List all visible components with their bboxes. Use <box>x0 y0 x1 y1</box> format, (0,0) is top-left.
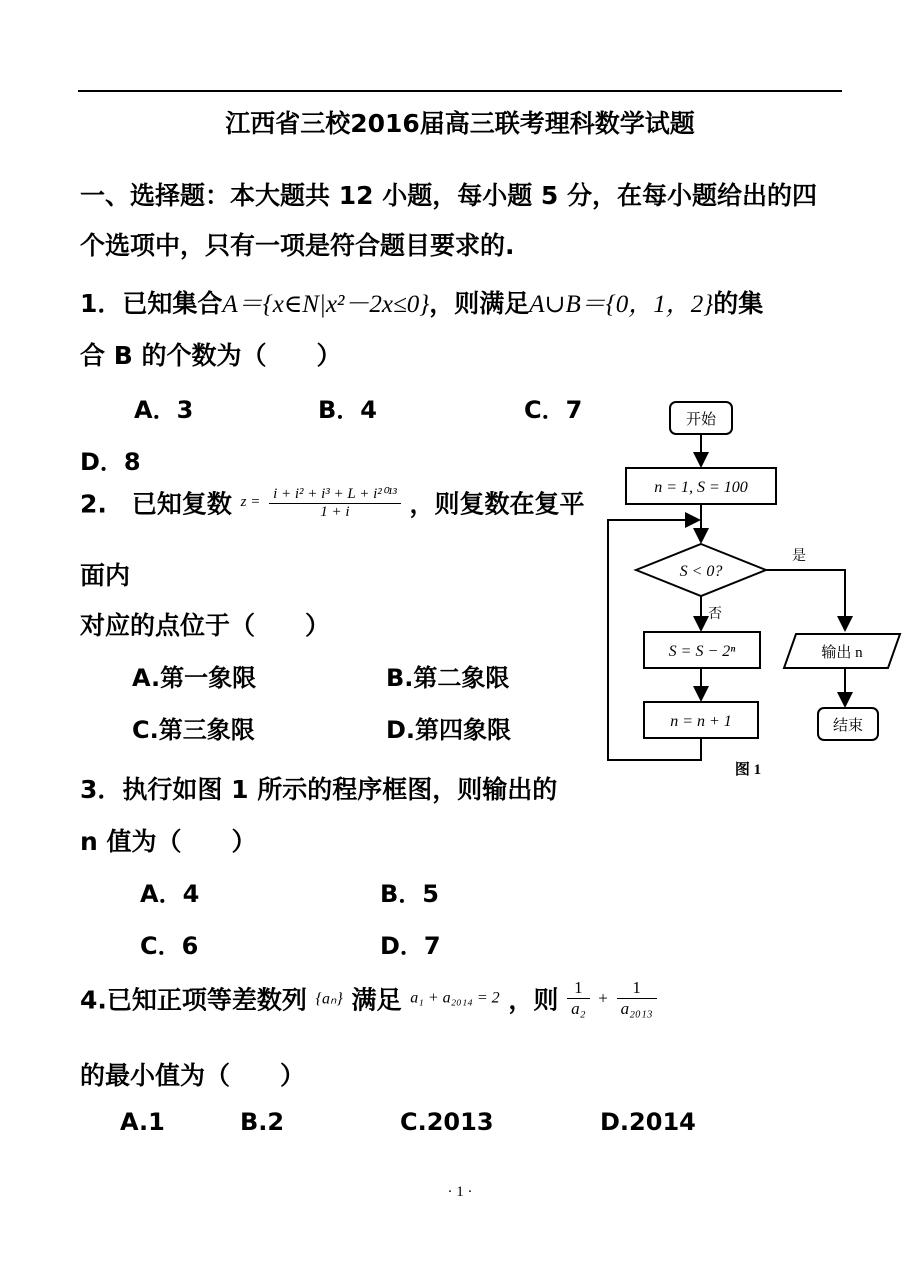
q2-prefix: 2. 已知复数 <box>80 489 232 519</box>
q3-option-a[interactable]: A．4 <box>140 880 200 908</box>
q4-frac2-num: 1 <box>617 978 657 999</box>
flow-no-label: 否 <box>708 607 722 622</box>
q4-fraction-2 <box>617 978 657 1019</box>
flowchart-figure <box>600 390 910 790</box>
q3-option-d[interactable]: D．7 <box>380 932 441 960</box>
q2-denominator: 1 + i <box>320 504 350 520</box>
q1-text-b: ，则满足 <box>429 289 530 318</box>
q4-fraction-1 <box>567 978 589 1019</box>
q1-number: 1． <box>80 289 123 318</box>
q1-option-a[interactable]: A．3 <box>134 396 194 424</box>
q3-option-b[interactable]: B．5 <box>380 880 439 908</box>
q4-prefix: 4.已知正项等差数列 <box>80 985 307 1015</box>
q4-option-a[interactable]: A.1 <box>120 1108 165 1136</box>
section-heading-line2: 个选项中，只有一项是符合题目要求的. <box>80 231 515 260</box>
flow-yes-arrow <box>766 570 845 630</box>
q2-option-c[interactable]: C.第三象限 <box>132 716 255 744</box>
q4-cond: a₁ + a₂₀₁₄ = 2 <box>410 989 500 1007</box>
flow-output-label: 输出 n <box>821 645 863 661</box>
q1-union: A∪B＝{0，1，2} <box>529 291 714 318</box>
flow-end-label: 结束 <box>832 718 864 734</box>
q3-line1: 3．执行如图 1 所示的程序框图，则输出的 <box>80 775 558 804</box>
flow-init-label: n = 1, S = 100 <box>654 479 748 496</box>
q4-then: ，则 <box>508 985 559 1015</box>
top-rule <box>78 90 842 92</box>
flow-yes-label: 是 <box>792 549 806 564</box>
q4-option-c[interactable]: C.2013 <box>400 1108 494 1136</box>
page-number: · 1 · <box>447 1184 473 1200</box>
q1-option-b[interactable]: B．4 <box>318 396 377 424</box>
q3-option-c[interactable]: C．6 <box>140 932 199 960</box>
q1-line1 <box>80 284 763 320</box>
q1-option-c[interactable]: C．7 <box>524 396 583 424</box>
q4-frac1-den: a₂ <box>571 999 586 1018</box>
q4-line2: 的最小值为（ ） <box>80 1061 306 1090</box>
flow-caption: 图 1 <box>734 762 762 778</box>
q1-text-c: 的集 <box>713 289 764 318</box>
q4-option-b[interactable]: B.2 <box>240 1108 285 1136</box>
q2-option-b[interactable]: B.第二象限 <box>386 664 510 692</box>
q2-option-a[interactable]: A.第一象限 <box>132 664 257 692</box>
q4-mid: 满足 <box>351 985 402 1015</box>
flow-update-n-label: n = n + 1 <box>670 713 732 730</box>
q2-line3: 对应的点位于（ ） <box>80 611 331 640</box>
flow-update-s-label: S = S − 2ⁿ <box>668 643 736 660</box>
q2-line2: 面内 <box>80 561 131 590</box>
q4-frac2-den: a₂₀₁₃ <box>620 999 653 1018</box>
q4-line1 <box>80 978 657 1019</box>
section-heading-line1: 一、选择题：本大题共 12 小题，每小题 5 分，在每小题给出的四 <box>80 181 818 210</box>
q4-frac1-num: 1 <box>567 978 589 999</box>
q4-option-d[interactable]: D.2014 <box>600 1108 696 1136</box>
q4-seq: {aₙ} <box>315 990 343 1008</box>
q2-fraction <box>269 484 401 521</box>
q4-plus: + <box>598 988 608 1008</box>
q1-option-d[interactable]: D．8 <box>80 448 141 476</box>
q2-line1 <box>80 484 585 521</box>
q1-line2: 合 B 的个数为（ ） <box>80 341 342 370</box>
flow-start-label: 开始 <box>685 412 717 428</box>
q2-suffix: ，则复数在复平 <box>409 489 585 519</box>
flow-decision-label: S < 0? <box>679 563 723 580</box>
q2-option-d[interactable]: D.第四象限 <box>386 716 512 744</box>
page-title: 江西省三校2016届高三联考理科数学试题 <box>225 109 695 138</box>
q2-numerator: i + i² + i³ + L + i²⁰¹³ <box>269 484 401 504</box>
q1-set-a: A＝{x∈N|x²－2x≤0} <box>222 291 430 318</box>
q3-line2: n 值为（ ） <box>80 827 257 856</box>
q1-text-a: 已知集合 <box>122 289 223 318</box>
q2-z: z = <box>240 494 261 510</box>
